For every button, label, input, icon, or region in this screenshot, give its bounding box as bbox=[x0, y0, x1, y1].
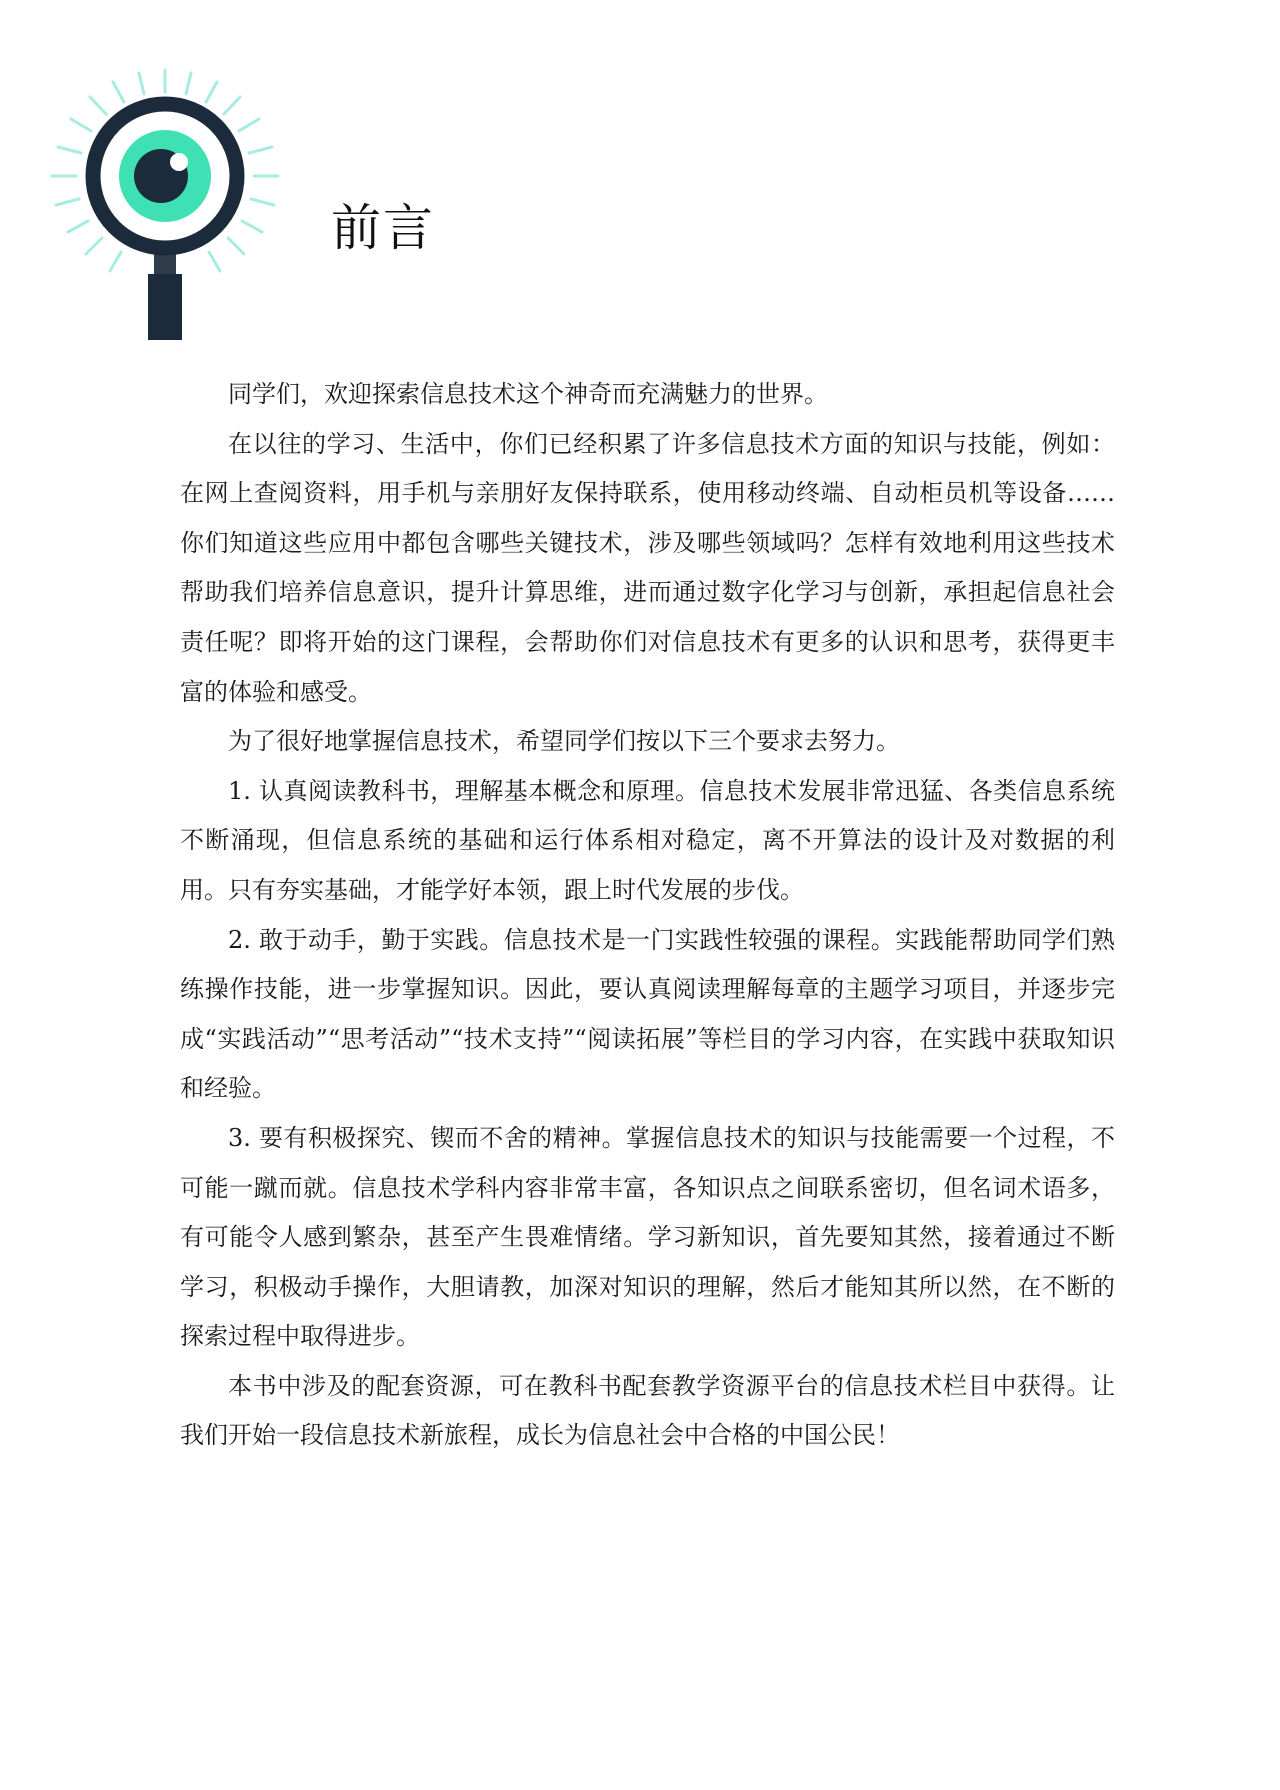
paragraph: 2. 敢于动手，勤于实践。信息技术是一门实践性较强的课程。实践能帮助同学们熟练操作技能，进一步掌握知识。因此，要认真阅读理解每章的主题学习项目，并逐步完成“实践活动”“思考活动”“技术支持”“阅读拓展”等栏目的学习内容，在实践中获取知识和经验。 bbox=[180, 925, 1115, 1103]
paragraph: 本书中涉及的配套资源，可在教科书配套教学资源平台的信息技术栏目中获得。让我们开始一段信息技术新旅程，成长为信息社会中合格的中国公民！ bbox=[180, 1371, 1115, 1450]
page-title: 前言 bbox=[331, 199, 435, 257]
magnifier-eye-icon bbox=[30, 64, 300, 354]
paragraph: 为了很好地掌握信息技术，希望同学们按以下三个要求去努力。 bbox=[228, 727, 900, 756]
paragraph: 1. 认真阅读教科书，理解基本概念和原理。信息技术发展非常迅猛、各类信息系统不断涌现，但信息系统的基础和运行体系相对稳定，离不开算法的设计及对数据的利用。只有夯实基础，才能学好本领，跟上时代发展的步伐。 bbox=[180, 776, 1115, 904]
paragraph: 同学们，欢迎探索信息技术这个神奇而充满魅力的世界。 bbox=[228, 380, 828, 408]
paragraph: 在以往的学习、生活中，你们已经积累了许多信息技术方面的知识与技能，例如：在网上查阅资料，用手机与亲朋好友保持联系，使用移动终端、自动柜员机等设备……你们知道这些应用中都包含哪些关键技术，涉及哪些领域吗？怎样有效地利用这些技术帮助我们培养信息意识，提升计算思维，进而通过数字化学习与创新，承担起信息社会责任呢？即将开始的这门课程，会帮助你们对信息技术有更多的认识和思考，获得更丰富的体验和感受。 bbox=[180, 429, 1115, 706]
preface-body bbox=[180, 370, 1115, 1461]
paragraph: 3. 要有积极探究、锲而不舍的精神。掌握信息技术的知识与技能需要一个过程，不可能一蹴而就。信息技术学科内容非常丰富，各知识点之间联系密切，但名词术语多，有可能令人感到繁杂，甚至产生畏难情绪。学习新知识，首先要知其然，接着通过不断学习，积极动手操作，大胆请教，加深对知识的理解，然后才能知其所以然，在不断的探索过程中取得进步。 bbox=[180, 1123, 1115, 1351]
